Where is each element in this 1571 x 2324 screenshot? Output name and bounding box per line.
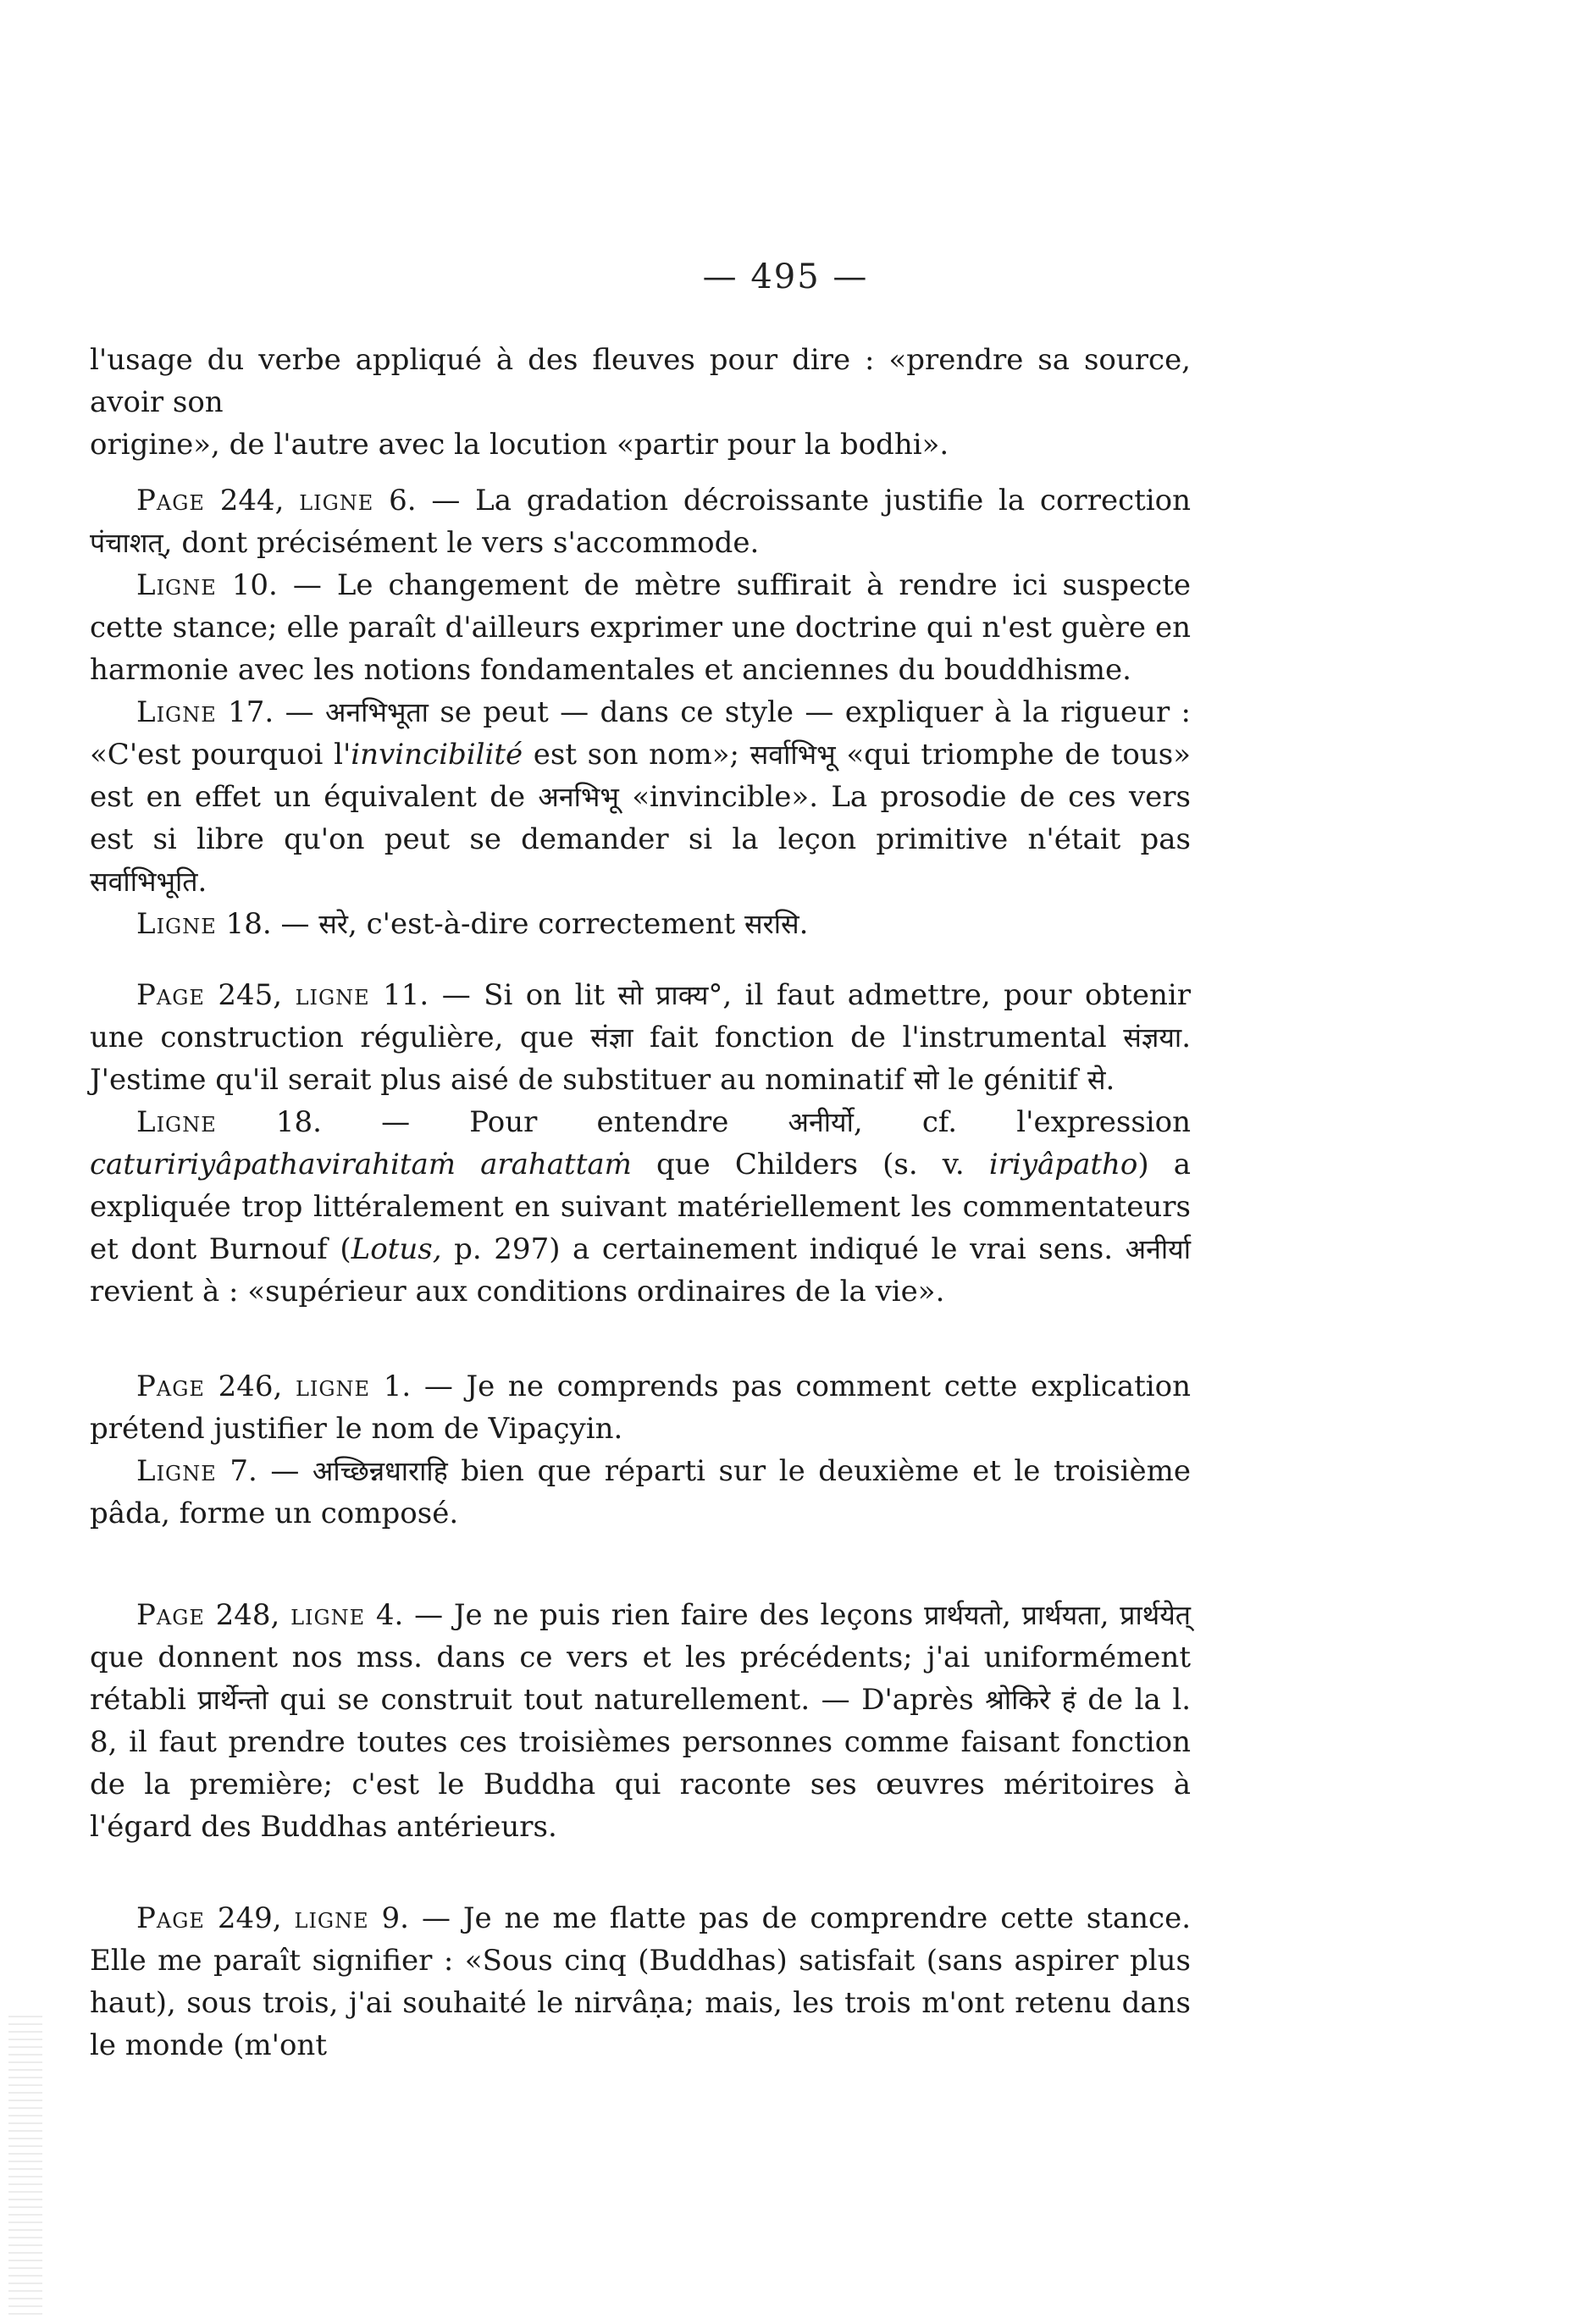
note-text: «invincible». La prosodie de ces vers est si libre qu'on peut se demander si la leçon primitive n'était pas xyxy=(90,780,1192,856)
page-label: Page xyxy=(136,484,205,517)
line-ref: 1. xyxy=(383,1370,412,1403)
devanagari-term: अनभिभूता xyxy=(324,696,429,728)
page-label: Page xyxy=(136,1598,205,1632)
italic-term: iriyâpatho xyxy=(988,1148,1138,1181)
line-label: ligne xyxy=(299,484,374,517)
page-ref: 246 xyxy=(218,1370,274,1403)
line-label: Ligne xyxy=(136,1454,217,1488)
note-244-line-6: Page 244, ligne 6. — La gradation décroissante justifie la correction पंचाशत्, dont précisément le vers s'accommode. xyxy=(90,484,1192,560)
devanagari-term: सर्वाभिभू xyxy=(750,739,836,771)
note-245-line-18 xyxy=(90,1101,1191,1313)
intro-line-2: origine», de l'autre avec la locution «partir pour la bodhi». xyxy=(90,428,949,462)
note-248-line-4: Page 248, ligne 4. — Je ne puis rien faire des leçons प्रार्थयतो, प्रार्थयता, प्रार्थयेत् que donnent nos mss. dans ce vers et les précédents; j'ai uniformément rétabli प्रार्थेन्तो qui se construit tout naturellement. — D'après श्रोकिरे हं de la l. 8, il faut prendre toutes ces troisièmes personnes comme faisant fonction de la première; c'est le Buddha qui raconte ses œuvres méritoires à l'égard des Buddhas antérieurs. xyxy=(90,1598,1192,1844)
devanagari-term: प्रार्थयेत् xyxy=(1120,1599,1192,1631)
note-244-line-18 xyxy=(90,903,1191,945)
note-text: bien que réparti sur le deuxième et le troisième pâda, forme un composé. xyxy=(90,1454,1192,1530)
note-text: p. 297) a certainement indiqué le vrai sens. xyxy=(454,1232,1114,1266)
scan-edge-noise xyxy=(8,2016,42,2321)
line-ref: 18. xyxy=(225,907,272,941)
note-text: se peut — dans ce style — expliquer à la rigueur : «C'est pourquoi l' xyxy=(90,695,1192,772)
line-label: Ligne xyxy=(136,907,217,941)
note-text: . xyxy=(197,865,207,899)
line-ref: 11. xyxy=(383,978,429,1012)
line-ref: 6. xyxy=(389,484,417,517)
devanagari-term: प्रार्थेन्तो xyxy=(197,1684,268,1716)
note-text: — Je ne puis rien faire des leçons xyxy=(414,1598,914,1632)
note-text: °, il faut admettre, pour obtenir une construction régulière, que xyxy=(90,978,1192,1054)
devanagari-term: अनीर्या xyxy=(1125,1233,1191,1265)
devanagari-term: सरसि xyxy=(744,908,799,940)
page-ref: 248 xyxy=(215,1598,271,1632)
devanagari-term: श्रोकिरे xyxy=(985,1684,1051,1716)
devanagari-term: अनीर्यो xyxy=(788,1106,854,1138)
devanagari-term: संज्ञया xyxy=(1123,1021,1182,1054)
devanagari-term: प्रार्थयतो xyxy=(924,1599,1003,1631)
note-text: de la l. 8, il faut prendre toutes ces troisièmes personnes comme faisant fonction de la première; c'est le Buddha qui raconte ses œuvres méritoires à l'égard des Buddhas antérieurs. xyxy=(90,1683,1192,1844)
note-text: — La gradation décroissante justifie la correction xyxy=(431,484,1192,517)
line-ref: 17. xyxy=(228,695,274,729)
line-ref: 4. xyxy=(375,1598,404,1632)
note-246-line-1: Page 246, ligne 1. — Je ne comprends pas comment cette explication prétend justifier le nom de Vipaçyin. xyxy=(90,1370,1192,1446)
line-label: ligne xyxy=(295,978,370,1012)
intro-line-1: l'usage du verbe appliqué à des fleuves pour dire : «prendre sa source, avoir son xyxy=(90,343,1191,419)
devanagari-term: सर्वाभिभूति xyxy=(90,866,198,898)
note-text: le génitif xyxy=(948,1063,1078,1097)
note-text: revient à : «supérieur aux conditions ordinaires de la vie». xyxy=(90,1275,945,1309)
note-page-246 xyxy=(90,1365,1191,1535)
italic-term: invincibilité xyxy=(351,738,523,772)
devanagari-term: सो प्राक्य xyxy=(617,979,709,1011)
italic-term: Lotus, xyxy=(351,1232,442,1266)
intro-paragraph xyxy=(90,339,1191,466)
note-text: — Je ne me flatte pas de comprendre cette stance. Elle me paraît signifier : «Sous cinq (Buddhas) satisfait (sans aspirer plus haut), sous trois, j'ai souhaité le nirvâṇa; mais, les trois m'ont retenu dans le monde (m'ont xyxy=(90,1901,1192,2062)
devanagari-term: प्रार्थयता xyxy=(1021,1599,1100,1631)
note-249-line-9: Page 249, ligne 9. — Je ne me flatte pas de comprendre cette stance. Elle me paraît signifier : «Sous cinq (Buddhas) satisfait (sans aspirer plus haut), sous trois, j'ai souhaité le nirvâṇa; mais, les trois m'ont retenu dans le monde (m'ont xyxy=(90,1901,1192,2062)
note-text: , xyxy=(1002,1598,1011,1632)
devanagari-term: सो xyxy=(913,1064,939,1096)
devanagari-term: अनभिभू xyxy=(538,781,619,813)
note-text: , cf. l'expression xyxy=(853,1105,1192,1139)
note-text: , xyxy=(1099,1598,1109,1632)
line-label: ligne xyxy=(295,1370,371,1403)
page-ref: 245 xyxy=(218,978,274,1012)
note-text: — Si on lit xyxy=(441,978,606,1012)
devanagari-term: सरे xyxy=(318,908,348,940)
note-text: fait fonction de l'instrumental xyxy=(650,1021,1107,1054)
devanagari-term: पंचाशत् xyxy=(90,527,163,559)
note-text: que donnent nos mss. dans ce vers et les précédents; j'ai uniformément rétabli xyxy=(90,1641,1191,1717)
note-text: qui se construit tout naturellement. — D'après xyxy=(279,1683,974,1717)
line-label: ligne xyxy=(290,1598,366,1632)
line-label: Ligne xyxy=(136,695,217,729)
note-page-249 xyxy=(90,1897,1191,2067)
devanagari-term: अच्छिन्नधाराहि xyxy=(312,1455,448,1487)
note-text: que Childers (s. v. xyxy=(656,1148,965,1181)
note-text: — xyxy=(270,1454,300,1488)
note-245-line-11: Page 245, ligne 11. — Si on lit सो प्राक्य°, il faut admettre, pour obtenir une construction régulière, que संज्ञा fait fonction de l'instrumental संज्ञया. J'estime qu'il serait plus aisé de substituer au nominatif सो le génitif से. xyxy=(90,978,1192,1097)
note-text: , dont précisément le vers s'accommode. xyxy=(163,526,760,560)
page-ref: 244 xyxy=(219,484,275,517)
note-page-244 xyxy=(90,479,1191,945)
line-ref: 9. xyxy=(381,1901,409,1935)
line-label: Ligne xyxy=(136,1105,217,1139)
line-label: ligne xyxy=(294,1901,369,1935)
note-text: , c'est-à-dire correctement xyxy=(348,907,736,941)
line-ref: 7. xyxy=(230,1454,257,1488)
note-244-line-17 xyxy=(90,691,1191,903)
note-text: — xyxy=(285,695,314,729)
note-text: — xyxy=(280,907,310,941)
note-text: . xyxy=(1105,1063,1115,1097)
note-text: — Je ne comprends pas comment cette explication prétend justifier le nom de Vipaçyin. xyxy=(90,1370,1192,1446)
note-244-line-10 xyxy=(90,564,1191,691)
italic-term: catuririyâpathavirahitaṁ arahattaṁ xyxy=(90,1148,632,1181)
page-label: Page xyxy=(136,978,205,1012)
line-label: Ligne xyxy=(136,568,217,602)
page-number: — 495 — xyxy=(702,257,869,296)
line-ref: 10. xyxy=(231,568,278,602)
devanagari-term: संज्ञा xyxy=(590,1021,633,1054)
page-ref: 249 xyxy=(217,1901,273,1935)
note-text: «qui triomphe de tous» est en effet un équivalent de xyxy=(90,738,1192,814)
note-text: ) a expliquée trop littéralement en suivant matériellement les commentateurs et dont Burnouf ( xyxy=(90,1148,1191,1266)
devanagari-term: से xyxy=(1087,1064,1106,1096)
note-text: — Le changement de mètre suffirait à rendre ici suspecte cette stance; elle paraît d'ailleurs exprimer une doctrine qui n'est guère en harmonie avec les notions fondamentales et anciennes du bouddhisme. xyxy=(90,568,1192,687)
note-text: . J'estime qu'il serait plus aisé de substituer au nominatif xyxy=(90,1021,1192,1097)
note-page-245 xyxy=(90,974,1191,1313)
page-label: Page xyxy=(136,1370,205,1403)
note-page-248 xyxy=(90,1594,1191,1848)
note-text: est son nom»; xyxy=(533,738,739,772)
line-ref: 18. xyxy=(275,1105,322,1139)
note-246-line-7 xyxy=(90,1450,1191,1535)
note-text: — Pour entendre xyxy=(381,1105,729,1139)
devanagari-term: हं xyxy=(1061,1684,1076,1716)
note-text: . xyxy=(799,907,809,941)
page-label: Page xyxy=(136,1901,205,1935)
